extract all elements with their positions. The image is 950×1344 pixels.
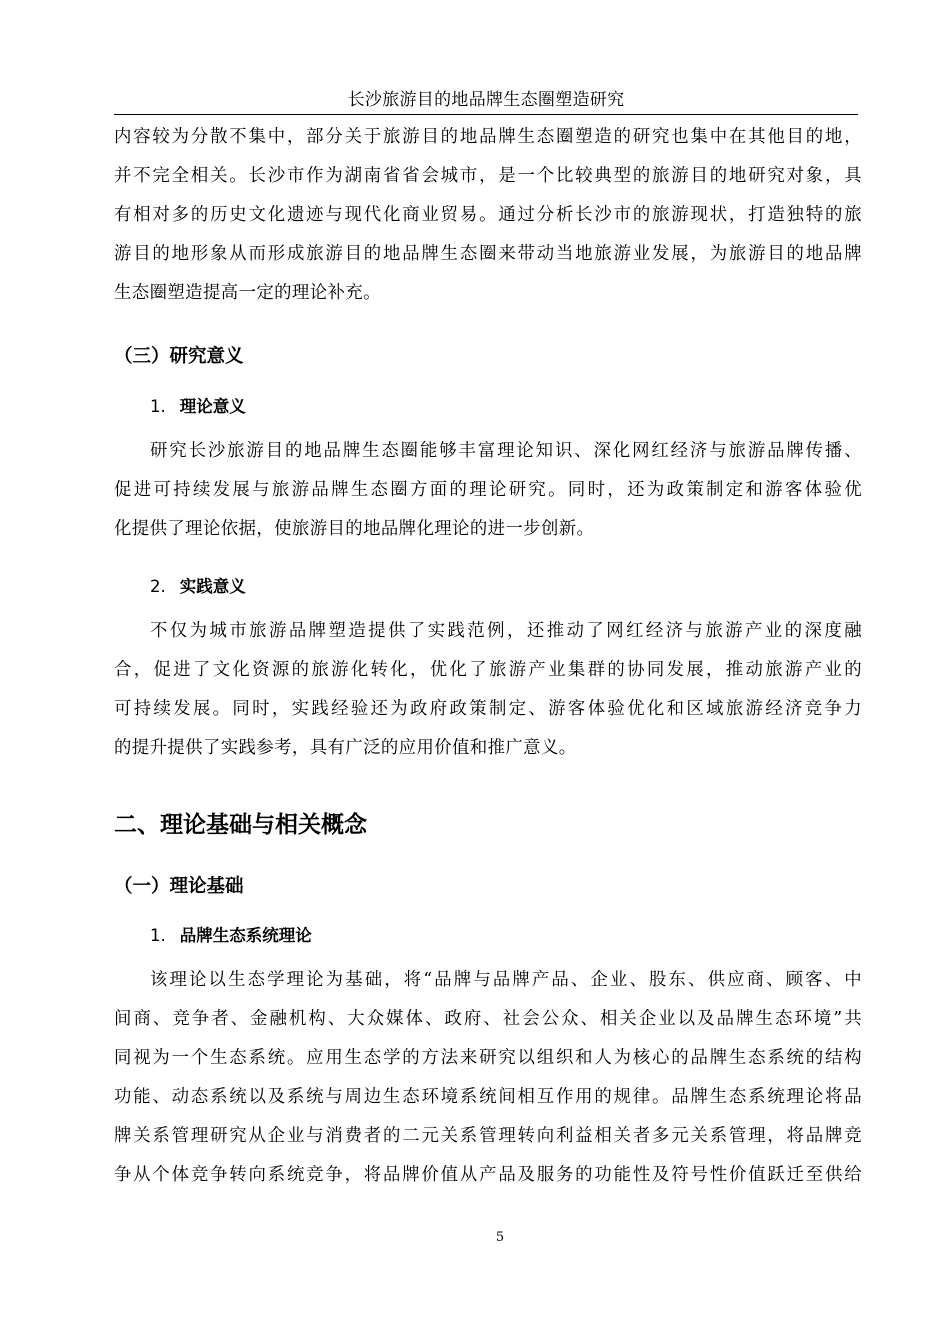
paragraph-line: 功能、动态系统以及系统与周边生态环境系统间相互作用的规律。品牌生态系统理论将品: [114, 1087, 862, 1107]
paragraph-line: 有相对多的历史文化遗迹与现代化商业贸易。通过分析长沙市的旅游现状，打造独特的旅: [114, 205, 862, 225]
subheading-title: 品牌生态系统理论: [179, 926, 312, 945]
subheading-practical-significance: [150, 575, 246, 599]
paragraph-line: 并不完全相关。长沙市作为湖南省省会城市，是一个比较典型的旅游目的地研究对象，具: [114, 166, 862, 186]
paragraph-line: 争从个体竞争转向系统竞争，将品牌价值从产品及服务的功能性及符号性价值跃迁至供给: [114, 1165, 862, 1185]
paragraph-line: 内容较为分散不集中，部分关于旅游目的地品牌生态圈塑造的研究也集中在其他目的地，: [114, 127, 862, 147]
running-header: 长沙旅游目的地品牌生态圈塑造研究: [347, 90, 625, 110]
subheading-brand-ecosystem-theory: [150, 924, 312, 948]
header-rule: [114, 114, 858, 115]
intro-paragraph: [114, 118, 862, 313]
practical-significance-paragraph: [114, 612, 862, 768]
paragraph-line: 促进可持续发展与旅游品牌生态圈方面的理论研究。同时，还为政策制定和游客体验优: [114, 480, 862, 500]
paragraph-line: 的提升提供了实践参考，具有广泛的应用价值和推广意义。: [114, 738, 577, 758]
subheading-number: 2.: [150, 577, 166, 596]
section-heading-theoretical-basis: （一）理论基础: [114, 876, 244, 897]
paragraph-line: 研究长沙旅游目的地品牌生态圈能够丰富理论知识、深化网红经济与旅游品牌传播、: [150, 441, 862, 461]
subheading-title: 实践意义: [179, 577, 246, 596]
subheading-number: 1.: [150, 926, 166, 945]
paragraph-line: 同视为一个生态系统。应用生态学的方法来研究以组织和人为核心的品牌生态系统的结构: [114, 1048, 862, 1068]
paragraph-line: 游目的地形象从而形成旅游目的地品牌生态圈来带动当地旅游业发展，为旅游目的地品牌: [114, 244, 862, 264]
paragraph-line: 化提供了理论依据，使旅游目的地品牌化理论的进一步创新。: [114, 519, 595, 539]
subheading-title: 理论意义: [179, 397, 246, 416]
section-heading-research-significance: （三）研究意义: [114, 346, 244, 367]
paragraph-line: 合，促进了文化资源的旅游化转化，优化了旅游产业集群的协同发展，推动旅游产业的: [114, 660, 862, 680]
paragraph-line: 生态圈塑造提高一定的理论补充。: [114, 283, 381, 303]
paragraph-line: 该理论以生态学理论为基础，将“品牌与品牌产品、企业、股东、供应商、顾客、中: [150, 970, 862, 990]
paragraph-line: 牌关系管理研究从企业与消费者的二元关系管理转向利益相关者多元关系管理，将品牌竞: [114, 1126, 862, 1146]
page-number: 5: [495, 1230, 505, 1245]
paragraph-line: 不仅为城市旅游品牌塑造提供了实践范例，还推动了网红经济与旅游产业的深度融: [150, 621, 862, 641]
subheading-theoretical-significance: [150, 395, 246, 419]
theoretical-significance-paragraph: [114, 432, 862, 549]
subheading-number: 1.: [150, 397, 166, 416]
brand-ecosystem-paragraph: [114, 961, 862, 1195]
chapter-heading-theory-foundations: 二、理论基础与相关概念: [114, 812, 367, 838]
paragraph-line: 可持续发展。同时，实践经验还为政府政策制定、游客体验优化和区域旅游经济竞争力: [114, 699, 862, 719]
paragraph-line: 间商、竞争者、金融机构、大众媒体、政府、社会公众、相关企业以及品牌生态环境”共: [114, 1009, 862, 1029]
